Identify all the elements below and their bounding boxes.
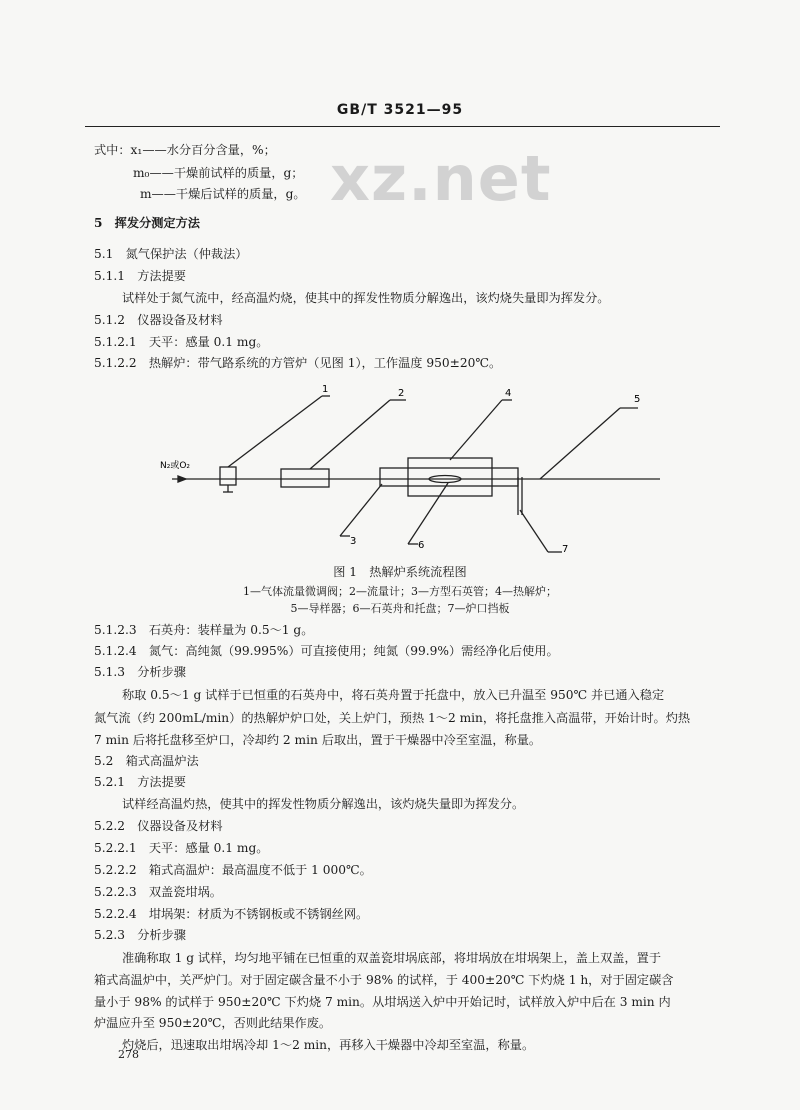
callout-leader-2 (310, 400, 390, 469)
item-5-1-2-4: 5.1.2.4 氮气：高纯氮（99.995%）可直接使用；纯氮（99.9%）需经净化后使用。 (94, 644, 559, 658)
callout-leader-4 (450, 400, 502, 460)
callout-leader-5 (540, 408, 620, 479)
paragraph-line: 试样经高温灼热，使其中的挥发性物质分解逸出，该灼烧失量即为挥发分。 (122, 797, 525, 811)
callout-5: 5 (634, 394, 641, 405)
paragraph-line: 箱式高温炉中，关严炉门。对于固定碳含量不小于 98% 的试样，于 400±20℃ 下灼烧 1 h，对于固定碳含 (94, 973, 674, 987)
formula-where-m: m——干燥后试样的质量，g。 (140, 187, 306, 201)
figure-legend-line-1: 1—气体流量微调阀；2—流量计；3—方型石英管；4—热解炉； (243, 585, 557, 598)
page-number: 278 (118, 1048, 139, 1061)
callout-6: 6 (418, 540, 425, 551)
item-5-1-2-3: 5.1.2.3 石英舟：装样量为 0.5～1 g。 (94, 623, 314, 637)
item-5-1-2-2: 5.1.2.2 热解炉：带气路系统的方管炉（见图 1），工作温度 950±20℃。 (94, 356, 502, 370)
figure-caption: 图 1 热解炉系统流程图 (333, 565, 467, 579)
paragraph-line: 炉温应升至 950±20℃，否则此结果作废。 (94, 1016, 332, 1030)
section-5-1-3-heading: 5.1.3 分析步骤 (94, 665, 186, 679)
item-5-2-2-3: 5.2.2.3 双盖瓷坩埚。 (94, 885, 222, 899)
pyrolysis-furnace-diagram (150, 380, 670, 560)
item-5-1-2-1: 5.1.2.1 天平：感量 0.1 mg。 (94, 335, 269, 349)
callout-2: 2 (398, 388, 405, 399)
callout-4: 4 (505, 388, 512, 399)
flow-arrow-icon (178, 476, 186, 482)
callout-3: 3 (350, 536, 357, 547)
item-5-2-2-1: 5.2.2.1 天平：感量 0.1 mg。 (94, 841, 269, 855)
figure-legend-line-2: 5—导样器；6—石英舟和托盘；7—炉口挡板 (290, 602, 510, 615)
paragraph-line: 灼烧后，迅速取出坩埚冷却 1～2 min，再移入干燥器中冷却至室温，称量。 (122, 1038, 535, 1052)
formula-where-x1: 式中：x₁——水分百分含量，%； (94, 143, 276, 157)
section-5-heading: 5 挥发分测定方法 (94, 216, 200, 230)
gas-inlet-label: N₂或O₂ (160, 461, 191, 471)
section-5-2-1-heading: 5.2.1 方法提要 (94, 775, 186, 789)
paragraph-line: 7 min 后将托盘移至炉口，冷却约 2 min 后取出，置于干燥器中冷至室温，称量。 (94, 733, 542, 747)
paragraph-line: 量小于 98% 的试样于 950±20℃ 下灼烧 7 min。从坩埚送入炉中开始记时，试样放入炉中后在 3 min 内 (94, 995, 671, 1009)
callout-leader-1 (228, 396, 322, 467)
section-5-1-1-heading: 5.1.1 方法提要 (94, 269, 186, 283)
callout-7: 7 (562, 544, 569, 555)
section-5-1-heading: 5.1 氮气保护法（仲裁法） (94, 247, 248, 261)
flow-valve-symbol (220, 467, 236, 485)
callout-leader-7 (520, 510, 548, 552)
standard-code-header: GB/T 3521—95 (336, 102, 464, 118)
section-5-2-heading: 5.2 箱式高温炉法 (94, 754, 199, 768)
paragraph-line: 准确称取 1 g 试样，均匀地平铺在已恒重的双盖瓷坩埚底部，将坩埚放在坩埚架上，盖上双盖，置于 (122, 951, 662, 965)
item-5-2-2-2: 5.2.2.2 箱式高温炉：最高温度不低于 1 000℃。 (94, 863, 372, 877)
callout-1: 1 (322, 384, 329, 395)
flowmeter-symbol (281, 469, 329, 487)
watermark: xz.net (330, 142, 552, 215)
quartz-tube-symbol (380, 468, 518, 486)
furnace-symbol (408, 458, 492, 496)
paragraph-line: 试样处于氮气流中，经高温灼烧，使其中的挥发性物质分解逸出，该灼烧失量即为挥发分。 (122, 291, 610, 305)
item-5-2-2-4: 5.2.2.4 坩埚架：材质为不锈钢板或不锈钢丝网。 (94, 907, 369, 921)
callout-leader-6 (408, 483, 448, 544)
paragraph-line: 氮气流（约 200mL/min）的热解炉炉口处，关上炉门，预热 1～2 min，将托盘推入高温带，开始计时。灼热 (94, 711, 691, 725)
section-5-2-2-heading: 5.2.2 仪器设备及材料 (94, 819, 223, 833)
callout-leader-3 (340, 484, 382, 536)
section-5-2-3-heading: 5.2.3 分析步骤 (94, 928, 186, 942)
header-rule (85, 126, 720, 127)
formula-where-m0: m₀——干燥前试样的质量，g； (133, 166, 304, 180)
section-5-1-2-heading: 5.1.2 仪器设备及材料 (94, 313, 223, 327)
paragraph-line: 称取 0.5～1 g 试样于已恒重的石英舟中，将石英舟置于托盘中，放入已升温至 950℃ 并已通入稳定 (122, 688, 665, 702)
